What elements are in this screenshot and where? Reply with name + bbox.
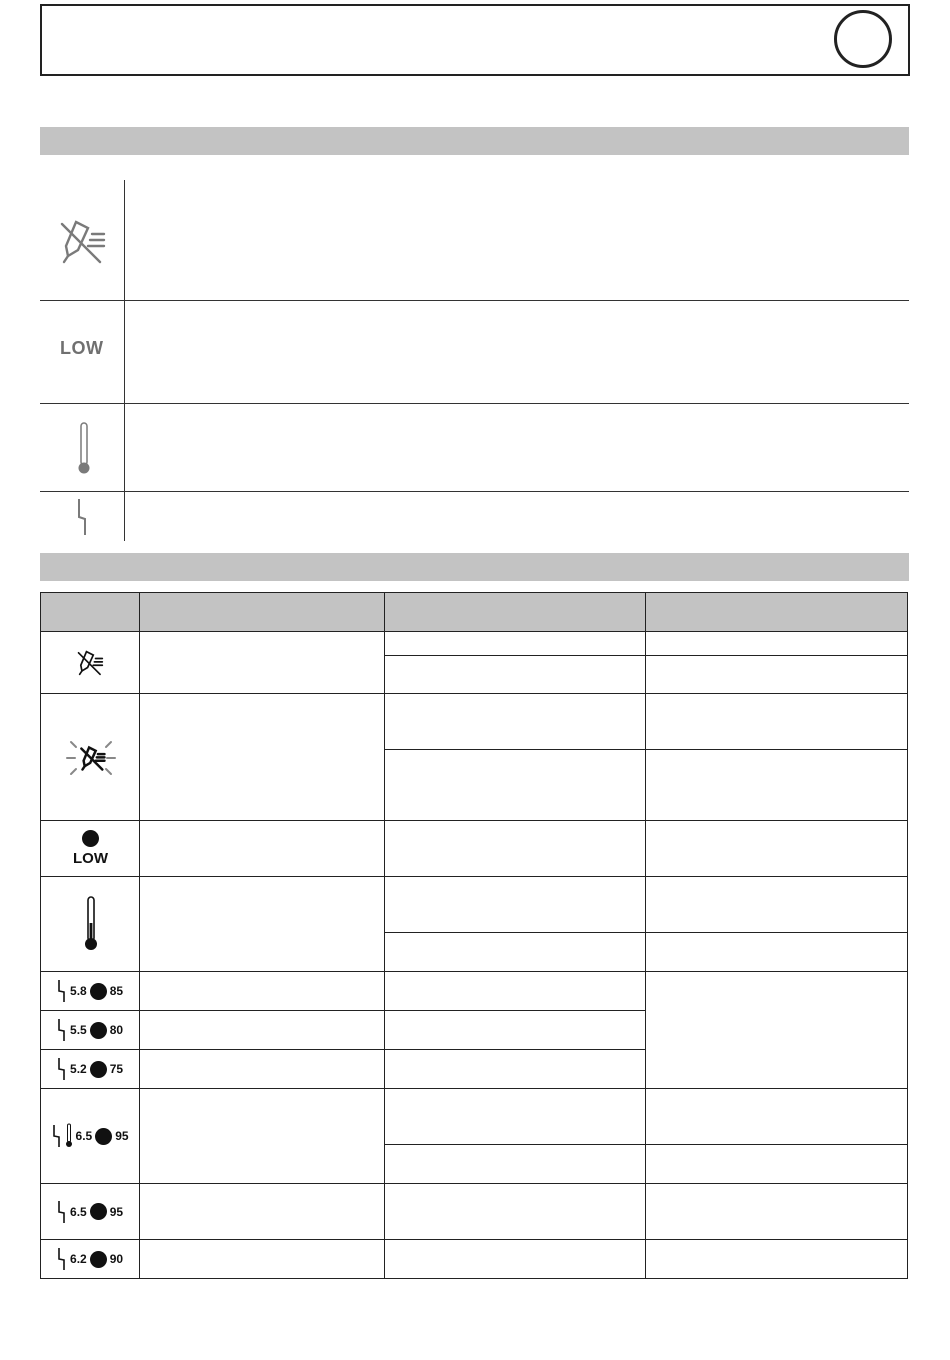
code-value: 90	[109, 1252, 124, 1266]
section-band-1	[40, 127, 909, 155]
table-cell	[385, 1089, 645, 1145]
table-cell	[140, 1184, 385, 1240]
fault-line-icon	[57, 979, 67, 1003]
table-cell	[645, 821, 907, 877]
code-value: 5.5	[70, 1023, 87, 1037]
legend-row-tool	[40, 180, 909, 301]
table-cell	[645, 632, 907, 656]
icon-cell	[41, 972, 140, 1011]
low-label: LOW	[60, 338, 104, 358]
icon-cell	[41, 1011, 140, 1050]
dot-icon	[90, 1022, 107, 1039]
language-circle	[834, 10, 892, 68]
code-value: 5.8	[70, 984, 87, 998]
table-cell	[140, 972, 385, 1011]
table-cell	[140, 632, 385, 694]
table-row	[41, 694, 908, 750]
no-tool-icon	[74, 646, 108, 680]
icon-cell	[41, 1184, 140, 1240]
low-label: LOW	[73, 850, 108, 867]
dot-icon	[90, 983, 107, 1000]
table-cell	[385, 821, 645, 877]
header-cell	[645, 593, 907, 632]
dot-icon	[82, 830, 99, 847]
table-cell	[385, 1184, 645, 1240]
table-row	[41, 1184, 908, 1240]
table-row	[41, 1089, 908, 1145]
table-header-row	[41, 593, 908, 632]
table-cell	[140, 1050, 385, 1089]
icon-cell	[41, 632, 140, 694]
icon-cell	[41, 821, 140, 877]
fault-code	[41, 1247, 139, 1271]
thermometer-icon	[74, 421, 94, 477]
table-cell	[645, 877, 907, 933]
table-cell	[645, 933, 907, 972]
fault-code	[41, 979, 139, 1003]
table-cell	[140, 1011, 385, 1050]
table-cell	[385, 1011, 645, 1050]
icon-cell	[41, 1050, 140, 1089]
code-value: 6.2	[70, 1252, 87, 1266]
legend-row-low	[40, 300, 909, 404]
fault-code	[41, 1123, 139, 1149]
dot-icon	[95, 1128, 112, 1145]
table-cell	[385, 656, 645, 694]
table-cell	[385, 1050, 645, 1089]
table-cell	[385, 750, 645, 821]
table-cell	[645, 656, 907, 694]
table-row	[41, 632, 908, 656]
fault-code	[41, 1018, 139, 1042]
legend-desc-cell	[126, 300, 909, 403]
thermometer-icon	[81, 895, 101, 953]
fault-code	[41, 1200, 139, 1224]
blinking-no-tool-icon	[59, 736, 123, 780]
header-cell	[41, 593, 140, 632]
code-value: 95	[109, 1204, 124, 1219]
code-value: 5.2	[70, 1062, 87, 1076]
icon-cell	[41, 1089, 140, 1184]
table-cell	[140, 1240, 385, 1279]
legend-desc-cell	[126, 180, 909, 300]
table-cell	[385, 1145, 645, 1184]
section-band-2	[40, 553, 909, 581]
fault-line-icon	[74, 497, 94, 537]
fault-line-icon	[57, 1247, 67, 1271]
table-cell	[385, 632, 645, 656]
fault-line-icon	[57, 1057, 67, 1081]
table-cell	[645, 1145, 907, 1184]
legend-icon-cell	[40, 491, 125, 541]
table-row	[41, 972, 908, 1011]
dot-icon	[90, 1061, 107, 1078]
table-cell	[645, 1184, 907, 1240]
code-value: 80	[109, 1023, 124, 1037]
code-value: 85	[109, 984, 124, 998]
table-cell	[645, 1240, 907, 1279]
no-tool-icon	[54, 212, 114, 272]
table-cell	[385, 877, 645, 933]
legend-desc-cell	[126, 491, 909, 541]
header-cell	[140, 593, 385, 632]
code-value: 6.5	[70, 1204, 87, 1219]
table-cell	[645, 750, 907, 821]
table-cell	[140, 877, 385, 972]
legend-desc-cell	[126, 403, 909, 491]
header-box	[40, 4, 910, 76]
dot-icon	[90, 1251, 107, 1268]
legend-row-fault	[40, 491, 909, 541]
fault-table	[40, 592, 908, 1279]
fault-line-icon	[57, 1200, 67, 1224]
table-cell	[140, 694, 385, 821]
table-row	[41, 877, 908, 933]
table-cell	[385, 933, 645, 972]
table-cell	[645, 972, 907, 1089]
icon-cell	[41, 877, 140, 972]
table-cell	[645, 1089, 907, 1145]
fault-line-icon	[57, 1018, 67, 1042]
header-cell	[385, 593, 645, 632]
code-value: 95	[115, 1129, 129, 1143]
fault-code	[41, 1057, 139, 1081]
icon-cell	[41, 1240, 140, 1279]
icon-cell	[41, 694, 140, 821]
table-row	[41, 1240, 908, 1279]
table-row	[41, 821, 908, 877]
table-cell	[645, 694, 907, 750]
legend-icon-cell	[40, 300, 125, 403]
table-cell	[385, 694, 645, 750]
fault-line-icon	[52, 1124, 62, 1148]
legend-icon-cell	[40, 403, 125, 491]
legend-icon-cell	[40, 180, 125, 300]
thermometer-icon	[65, 1123, 73, 1149]
legend-row-temp	[40, 403, 909, 492]
code-value: 75	[109, 1062, 124, 1076]
table-cell	[385, 1240, 645, 1279]
dot-icon	[90, 1203, 107, 1220]
table-cell	[385, 972, 645, 1011]
code-value: 6.5	[75, 1129, 93, 1143]
table-cell	[140, 821, 385, 877]
table-cell	[140, 1089, 385, 1184]
